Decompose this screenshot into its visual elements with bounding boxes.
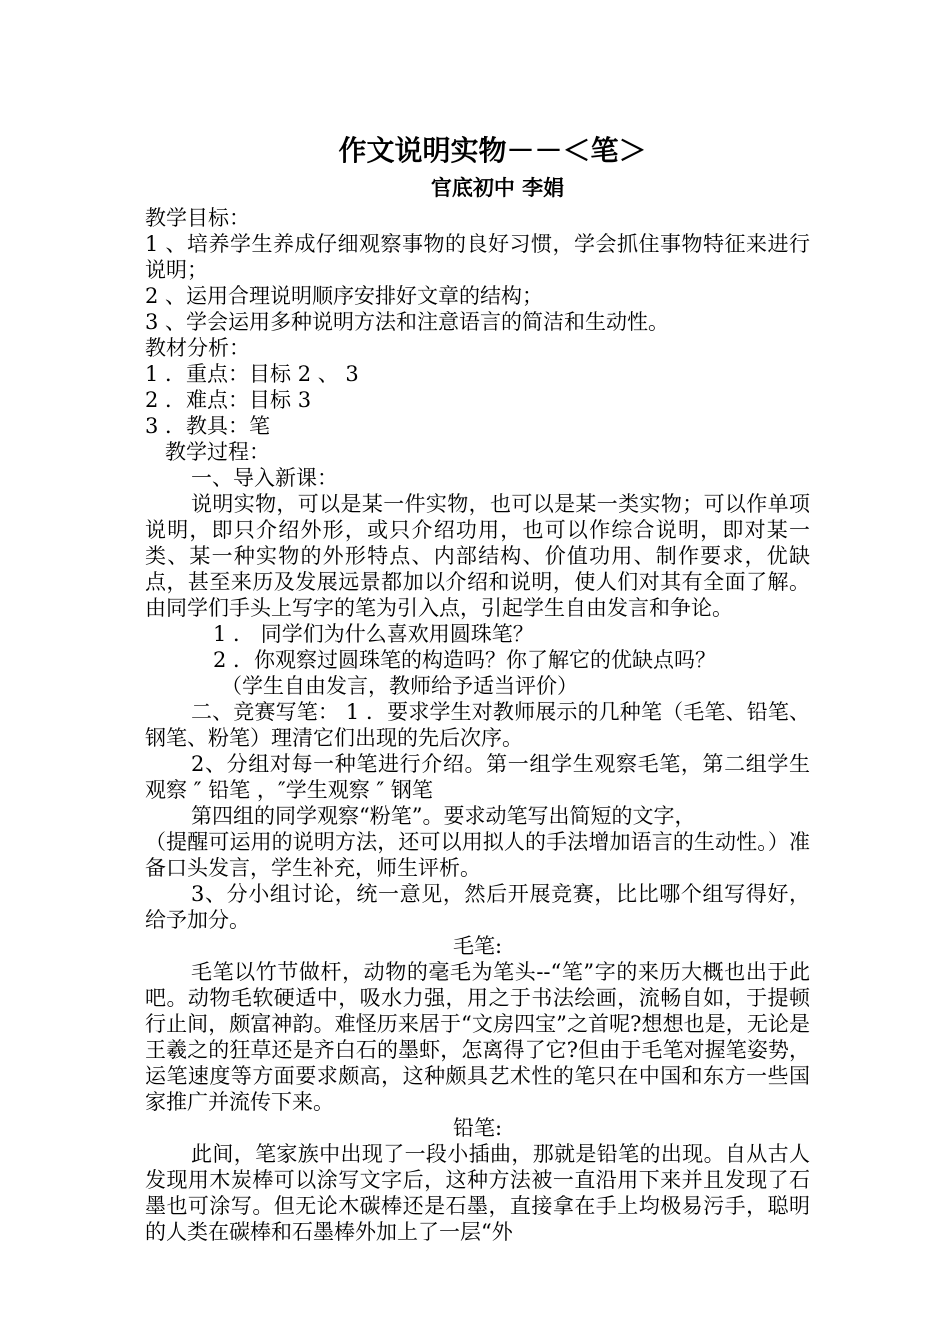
analysis-item-3: 3 ．教具：笔	[145, 414, 271, 438]
reminder-paragraph: （提醒可运用的说明方法，还可以用拟人的手法增加语言的生动性。）准备口头发言，学生补充，师生评析。	[145, 830, 810, 880]
pencil-paragraph: 此间，笔家族中出现了一段小插曲，那就是铅笔的出现。自从古人发现用木炭棒可以涂写文字后，这种方法被一直沿用下来并且发现了石墨也可涂写。但无论木碳棒还是石墨，直接拿在手上均极易污手，聪明的人类在碳棒和石墨棒外加上了一层“外	[145, 1142, 810, 1244]
pencil-heading: 铅笔:	[452, 1116, 503, 1140]
step-1-heading: 一、导入新课：	[191, 466, 338, 490]
analysis-item-2: 2 ．难点：目标 3	[145, 388, 312, 412]
document-page	[145, 131, 810, 1245]
goal-1: 1 、培养学生养成仔细观察事物的良好习惯，学会抓住事物特征来进行说明；	[145, 232, 810, 282]
question-note: （学生自由发言，教师给予适当评价）	[221, 674, 578, 698]
goal-3: 3 、学会运用多种说明方法和注意语言的简洁和生动性。	[145, 310, 670, 334]
contest-paragraph: 二、竞赛写笔： 1 ．要求学生对教师展示的几种笔（毛笔、铅笔、钢笔、粉笔）理清它们出现的先后次序。	[145, 700, 810, 750]
author-line: 官底初中 李娟	[430, 176, 565, 200]
intro-paragraph: 说明实物，可以是某一件实物，也可以是某一类实物；可以作单项说明，即只介绍外形，或只介绍功用，也可以作综合说明，即对某一类、某一种实物的外形特点、内部结构、价值功用、制作要求，优缺点，甚至来历及发展远景都加以介绍和说明，使人们对其有全面了解。 由同学们手头上写字的笔为引入点，引起学生自由发言和争论。	[145, 492, 810, 620]
brush-paragraph: 毛笔以竹节做杆，动物的毫毛为笔头--“笔”字的来历大概也出于此吧。动物毛软硬适中，吸水力强，用之于书法绘画，流畅自如，于提顿行止间，颇富神韵。难怪历来居于“文房四宝”之首呢?想想也是，无论是王羲之的狂草还是齐白石的墨虾，怎离得了它?但由于毛笔对握笔姿势，运笔速度等方面要求颇高，这种颇具艺术性的笔只在中国和东方一些国家推广并流传下来。	[145, 960, 810, 1114]
process-heading: 教学过程：	[165, 440, 270, 464]
analysis-item-1: 1 ．重点：目标 2 、 3	[145, 362, 359, 386]
goal-2: 2 、运用合理说明顺序安排好文章的结构；	[145, 284, 544, 308]
analysis-heading: 教材分析：	[145, 336, 250, 360]
group-four-line: 第四组的同学观察“粉笔”。要求动笔写出简短的文字，	[191, 804, 696, 828]
brush-heading: 毛笔:	[452, 934, 503, 958]
question-2: 2 ．你观察过圆珠笔的构造吗？你了解它的优缺点吗？	[213, 648, 717, 672]
goals-heading: 教学目标：	[145, 206, 250, 230]
question-1: 1 ． 同学们为什么喜欢用圆珠笔？	[213, 622, 534, 646]
group-paragraph: 2、分组对每一种笔进行介绍。第一组学生观察毛笔，第二组学生观察 ″ 铅笔 ，″学生观察 ″ 钢笔	[145, 752, 810, 802]
document-title: 作文说明实物－－＜笔＞	[338, 134, 647, 167]
discussion-paragraph: 3、分小组讨论，统一意见，然后开展竞赛，比比哪个组写得好，给予加分。	[145, 882, 810, 932]
